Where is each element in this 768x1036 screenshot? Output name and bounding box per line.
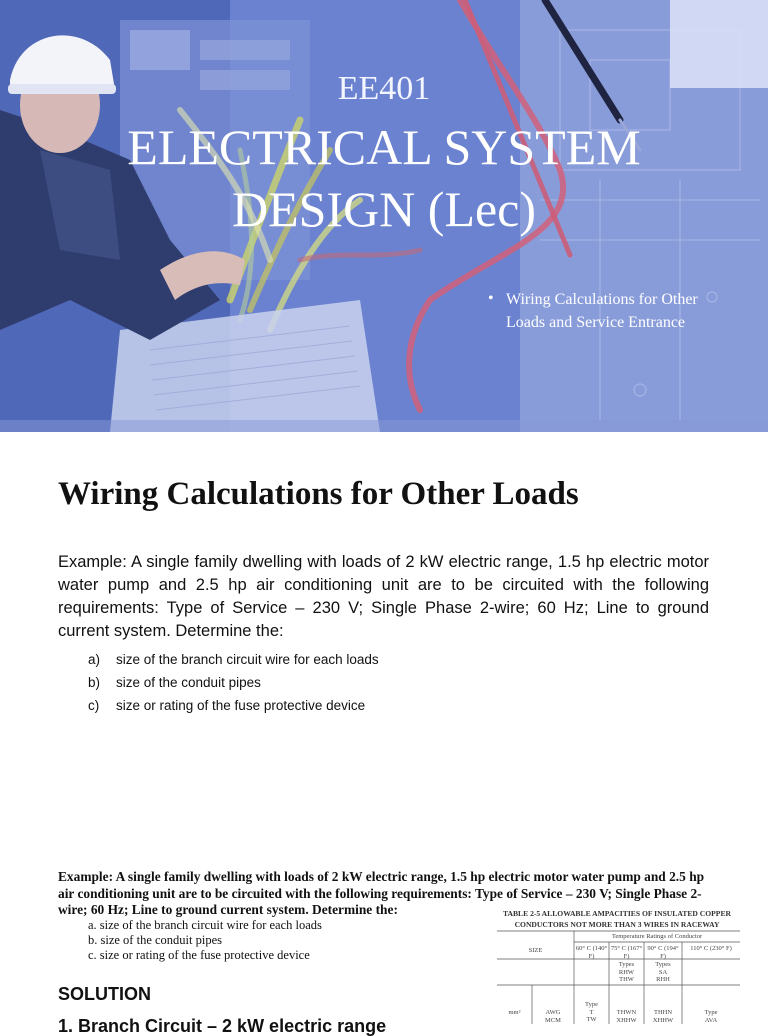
content-slide — [0, 432, 768, 1036]
title-slide — [0, 0, 768, 432]
list-item: c. size or rating of the fuse protective device — [88, 948, 310, 962]
branch-circuit-heading: 1. Branch Circuit – 2 kW electric range — [58, 1016, 387, 1036]
course-code: EE401 — [337, 70, 431, 107]
table-title: TABLE 2-5 ALLOWABLE AMPACITIES OF INSULATED COPPER CONDUCTORS NOT MORE THAN 3 WIRES IN RACEWAY — [503, 909, 731, 929]
list-item: b) size of the conduit pipes — [88, 675, 261, 690]
awg-header: AWG MCM — [545, 1009, 561, 1024]
list-item: a. size of the branch circuit wire for each loads — [88, 918, 322, 932]
thhn-col3: THHN XHHW — [652, 1009, 674, 1024]
col-110c: 110° C (230° F) — [690, 945, 732, 952]
bullet-dot-icon: • — [488, 290, 494, 307]
slide-heading: Wiring Calculations for Other Loads — [58, 476, 579, 512]
size-header: SIZE — [528, 947, 543, 954]
ampacity-table-image — [492, 905, 742, 1024]
requirements-list-image — [88, 918, 322, 963]
list-item: c) size or rating of the fuse protective device — [88, 698, 366, 713]
types-col3: Types SA RHH — [655, 961, 671, 983]
col-60c: 60° C (140° F) — [575, 945, 608, 960]
type-col1: Type T TW — [585, 1001, 598, 1023]
course-title: ELECTRICAL SYSTEM DESIGN (Lec) — [127, 119, 641, 237]
bullet-point — [488, 288, 718, 334]
requirements-list — [88, 648, 688, 717]
example-image-text: Example: A single family dwelling with loads of 2 kW electric range, 1.5 hp electric motor water pump and 2.5 hp air conditioning unit are to be circuited with the following requirements: Type of Service – 230 V; Single Phase 2-wire; 60 Hz; Line to ground current system. Determine the: — [58, 869, 705, 917]
list-item: a) size of the branch circuit wire for each loads — [88, 652, 379, 667]
col-90c: 90° C (194° F) — [647, 945, 679, 960]
bullet-text: Wiring Calculations for Other Loads and Service Entrance — [506, 291, 698, 331]
types-col2: Types RHW THW — [618, 961, 635, 983]
thwn-col2: THWN XHHW — [616, 1009, 637, 1024]
col-75c: 75° C (167° F) — [610, 945, 643, 960]
temp-header: Temperature Ratings of Conductor — [611, 933, 703, 940]
list-item: b. size of the conduit pipes — [88, 933, 222, 947]
type-col4: Type AVA — [704, 1009, 718, 1024]
example-paragraph: Example: A single family dwelling with loads of 2 kW electric range, 1.5 hp electric motor water pump and 2.5 hp air conditioning unit are to be circuited with the following requirements: Type of Service – 230 V; Single Phase 2-wire; 60 Hz; Line to ground current system. Determine the: — [58, 553, 709, 640]
solution-heading: SOLUTION — [58, 984, 151, 1004]
mm2-header: mm² — [508, 1009, 521, 1016]
